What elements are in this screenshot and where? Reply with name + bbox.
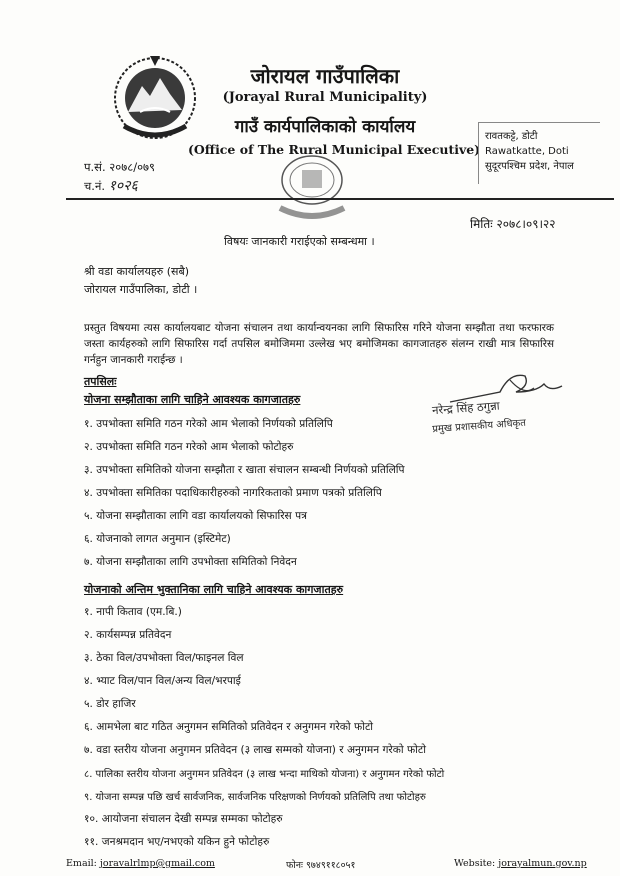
list-item: ११. जनश्रमदान भए/नभएको यकिन हुने फोटोहरु	[84, 836, 270, 848]
list-item: ६. आमभेला बाट गठित अनुगमन समितिको प्रतिवेदन र अनुगमन गरेको फोटो	[84, 721, 374, 733]
address-line: सुदूरपश्चिम प्रदेश, नेपाल	[485, 161, 574, 172]
email-link[interactable]: joravalrlmp@gmail.com	[99, 858, 215, 869]
footer-phone: फोनः ९७४९११८०५१	[286, 860, 356, 871]
office-name-en: (Office of The Rural Municipal Executive)	[188, 142, 481, 157]
municipality-name-en: (Jorayal Rural Municipality)	[222, 90, 428, 105]
municipality-name-np: जोरायल गाउँपालिका	[250, 64, 400, 88]
list-item: ८. पालिका स्तरीय योजना अनुगमन प्रतिवेदन (३ लाख भन्दा माथिको योजना) र अनुगमन गरेको फोटो	[84, 769, 445, 780]
section1-heading: योजना सम्झौताका लागि चाहिने आवश्यक कागजातहरु	[84, 393, 301, 406]
dispatch-label: च.नं.	[84, 179, 105, 193]
list-item: ४. भ्याट विल/पान विल/अन्य विल/भरपाई	[84, 675, 241, 687]
address-line: रावतकट्टे, डोटी	[485, 131, 538, 142]
header-divider	[66, 198, 614, 200]
list-item: २. उपभोक्ता समिति गठन गरेको आम भेलाको फोटोहरु	[84, 441, 294, 453]
website-label: Website:	[454, 858, 496, 869]
list-item: ३. ठेका विल/उपभोक्ता विल/फाइनल विल	[84, 652, 244, 664]
list-item: २. कार्यसम्पन्न प्रतिवेदन	[84, 629, 172, 641]
address-box	[478, 122, 600, 184]
official-stamp-icon	[262, 150, 362, 222]
nepal-emblem-icon	[110, 52, 200, 142]
footer-website	[454, 858, 587, 869]
list-item: १. नापी किताव (एम.बि.)	[84, 606, 182, 618]
tapasil-label: तपसिलः	[84, 375, 117, 388]
list-item: ७. योजना सम्झौताका लागि उपभोक्ता समितिको निवेदन	[84, 556, 297, 568]
list-item: ४. उपभोक्ता समितिका पदाधिकारीहरुको नागरिकताको प्रमाण पत्रको प्रतिलिपि	[84, 487, 382, 499]
dispatch-ref	[84, 176, 138, 195]
website-link[interactable]: jorayalmun.gov.np	[498, 858, 587, 869]
letter-subject: विषयः जानकारी गराईएको सम्बन्धमा ।	[224, 235, 375, 248]
dispatch-number: १०२६	[108, 178, 138, 194]
footer-email	[66, 858, 215, 869]
list-item: ५. डोर हाजिर	[84, 698, 136, 710]
signatory-title: प्रमुख प्रशासकीय अधिकृत	[431, 417, 527, 436]
recipient-line: श्री वडा कार्यालयहरु (सबै)	[84, 265, 190, 278]
email-label: Email:	[66, 858, 97, 869]
list-item: ३. उपभोक्ता समितिको योजना सम्झौता र खाता संचालन सम्बन्धी निर्णयको प्रतिलिपि	[84, 464, 405, 476]
office-name-np: गाउँ कार्यपालिकाको कार्यालय	[234, 117, 416, 137]
address-line: Rawatkatte, Doti	[485, 146, 569, 157]
letter-body: प्रस्तुत विषयमा त्यस कार्यालयबाट योजना संचालन तथा कार्यान्वयनका लागि सिफारिस गरिने योजना सम्झौता तथा फरफारक जस्ता कार्यहरुको लागि सिफारिस गर्दा तपसिल बमोजिममा उल्लेख भए बमोजिमका कागजातहरु संलग्न राखी मात्र सिफारिस गर्नहुन जानकारी गराईन्छ ।	[84, 322, 554, 366]
fiscal-year-ref: प.सं. २०७८/०७९	[84, 160, 156, 174]
list-item: ७. वडा स्तरीय योजना अनुगमन प्रतिवेदन (३ लाख सम्मको योजना) र अनुगमन गरेको फोटो	[84, 744, 427, 756]
signatory-name: नरेन्द्र सिंह ठगुन्ना	[431, 398, 501, 418]
list-item: १. उपभोक्ता समिति गठन गरेको आम भेलाको निर्णयको प्रतिलिपि	[84, 418, 333, 430]
letter-date: मितिः २०७८।०९।२२	[470, 217, 556, 231]
list-item: ५. योजना सम्झौताका लागि वडा कार्यालयको सिफारिस पत्र	[84, 510, 307, 522]
recipient-line: जोरायल गाउँपालिका, डोटी ।	[84, 283, 198, 296]
section2-heading: योजनाको अन्तिम भुक्तानिका लागि चाहिने आवश्यक कागजातहरु	[84, 583, 344, 596]
list-item: ९. योजना सम्पन्न पछि खर्च सार्वजनिक, सार्वजनिक परिक्षणको निर्णयको प्रतिलिपि तथा फोटोहरु	[84, 792, 426, 803]
list-item: ६. योजनाको लागत अनुमान (इस्टिमेट)	[84, 533, 231, 545]
list-item: १०. आयोजना संचालन देखी सम्पन्न सम्मका फोटोहरु	[84, 813, 283, 825]
